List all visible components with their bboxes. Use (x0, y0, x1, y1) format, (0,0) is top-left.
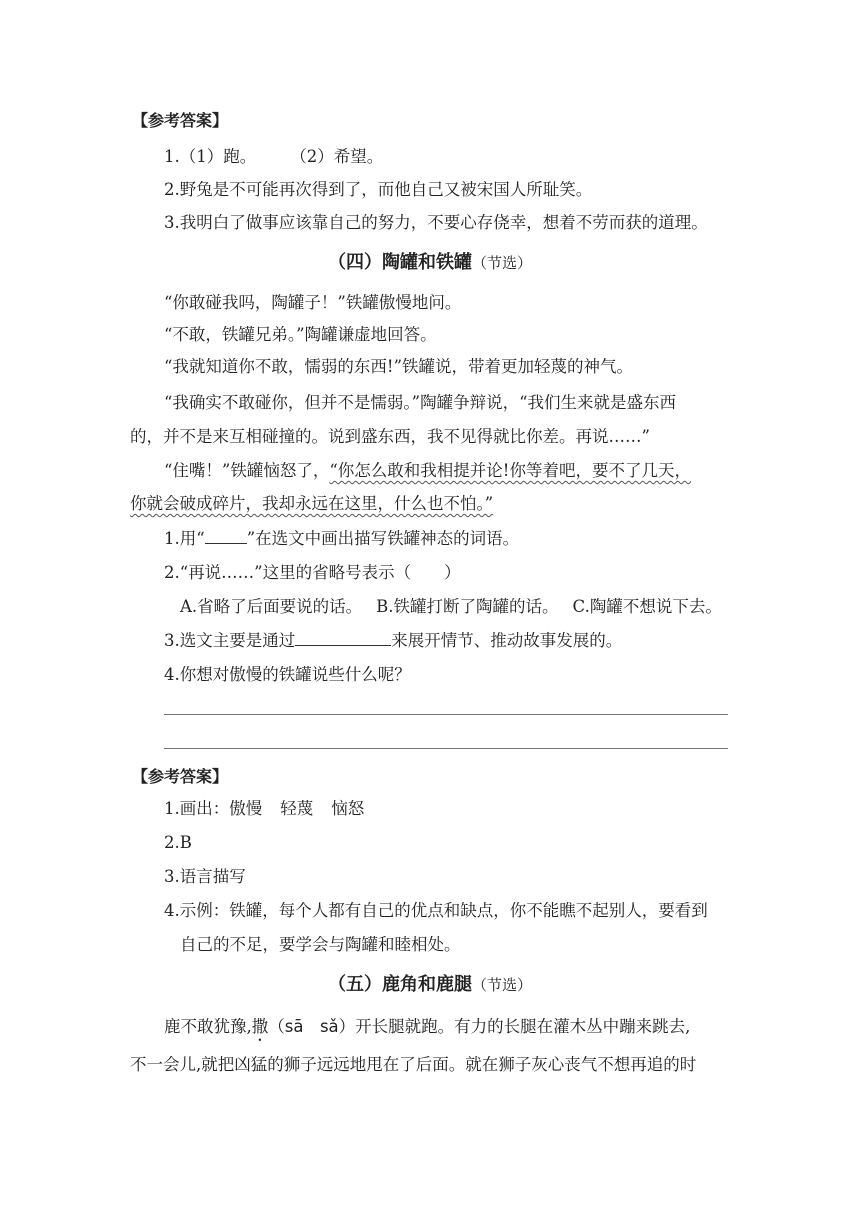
question-1-blank (205, 529, 247, 544)
question-2-options (180, 596, 722, 618)
answer-3-2: 2.野兔是不可能再次得到了，而他自己又被宋国人所耻笑。 (164, 180, 593, 199)
answer-header-1: 【参考答案】 (132, 111, 229, 130)
answer-4-4: 4.示例：铁罐，每个人都有自己的优点和缺点，你不能瞧不起别人，要看到 (164, 901, 708, 920)
answer-4-2: 2.B (164, 833, 192, 852)
s5-paragraph-1-pinyin: （sā sǎ） (268, 1017, 356, 1036)
question-2: 2.“再说……”这里的省略号表示（ ） (164, 563, 461, 582)
question-3 (164, 630, 622, 652)
question-4: 4.你想对傲慢的铁罐说些什么呢？ (164, 665, 411, 684)
answer-4-1-prefix: 1.画出： (164, 799, 230, 818)
question-2-option-c: C.陶罐不想说下去。 (572, 597, 722, 616)
answer-3-1 (164, 146, 383, 168)
s4-paragraph-1: “你敢碰我吗，陶罐子！”铁罐傲慢地问。 (164, 293, 462, 312)
answer-3-1b: （2）希望。 (290, 147, 384, 166)
answer-4-1 (164, 798, 364, 820)
section-5-title (0, 970, 860, 996)
answer-4-3: 3.语言描写 (164, 867, 246, 886)
answer-4-4-cont: 自己的不足，要学会与陶罐和睦相处。 (180, 935, 461, 954)
s4-paragraph-6-lead: “住嘴！”铁罐恼怒了， (164, 461, 330, 480)
s4-paragraph-3: “我就知道你不敢，懦弱的东西!”铁罐说，带着更加轻蔑的神气。 (164, 357, 634, 376)
s4-paragraph-6 (164, 460, 691, 482)
s4-paragraph-6-wavy-1: “你怎么敢和我相提并论!你等着吧，要不了几天， (329, 461, 691, 480)
section-4-title-sub: （节选） (471, 254, 532, 272)
answer-4-1-word-3: 恼怒 (331, 799, 365, 818)
s4-paragraph-4: “我确实不敢碰你，但并不是懦弱。”陶罐争辩说，“我们生来就是盛东西 (164, 393, 677, 412)
question-1-b: ”在选文中画出描写铁罐神态的词语。 (246, 529, 520, 548)
section-4-title-main: （四）陶罐和铁罐 (327, 252, 472, 273)
s4-paragraph-2: “不敢，铁罐兄弟。”陶罐谦虚地回答。 (164, 325, 437, 344)
s5-paragraph-1-b: 开长腿就跑。有力的长腿在灌木丛中蹦来跳去, (355, 1017, 691, 1036)
question-3-blank (295, 631, 391, 646)
s5-paragraph-1-a: 鹿不敢犹豫, (164, 1017, 252, 1036)
s4-paragraph-6-cont (130, 493, 493, 515)
question-2-option-b: B.铁罐打断了陶罐的话。 (376, 597, 559, 616)
section-5-title-main: （五）鹿角和鹿腿 (327, 974, 472, 995)
question-1-a: 1.用“ (164, 529, 205, 548)
question-3-a: 3.选文主要是通过 (164, 631, 296, 650)
answer-header-2: 【参考答案】 (132, 767, 229, 786)
question-1 (164, 528, 519, 550)
s5-paragraph-1-dotted-char: 撒 (251, 1017, 269, 1036)
question-3-b: 来展开情节、推动故事发展的。 (391, 631, 623, 650)
answer-line-1 (164, 714, 728, 715)
question-2-option-a: A.省略了后面要说的话。 (180, 597, 363, 616)
answer-4-1-word-1: 傲慢 (229, 799, 263, 818)
s4-paragraph-4-cont: 的，并不是来互相碰撞的。说到盛东西，我不见得就比你差。再说……” (130, 427, 650, 446)
answer-3-3: 3.我明白了做事应该靠自己的努力，不要心存侥幸，想着不劳而获的道理。 (164, 213, 708, 232)
section-4-title (0, 248, 860, 274)
answer-line-2 (164, 748, 728, 749)
s5-paragraph-1-cont: 不一会儿,就把凶猛的狮子远远地甩在了后面。就在狮子灰心丧气不想再追的时 (130, 1055, 697, 1074)
s5-paragraph-1 (164, 1016, 690, 1045)
answer-3-1a: 1.（1）跑。 (164, 147, 257, 166)
section-5-title-sub: （节选） (471, 976, 532, 994)
s4-paragraph-6-wavy-2: 你就会破成碎片，我却永远在这里，什么也不怕。” (130, 494, 494, 513)
answer-4-1-word-2: 轻蔑 (280, 799, 314, 818)
